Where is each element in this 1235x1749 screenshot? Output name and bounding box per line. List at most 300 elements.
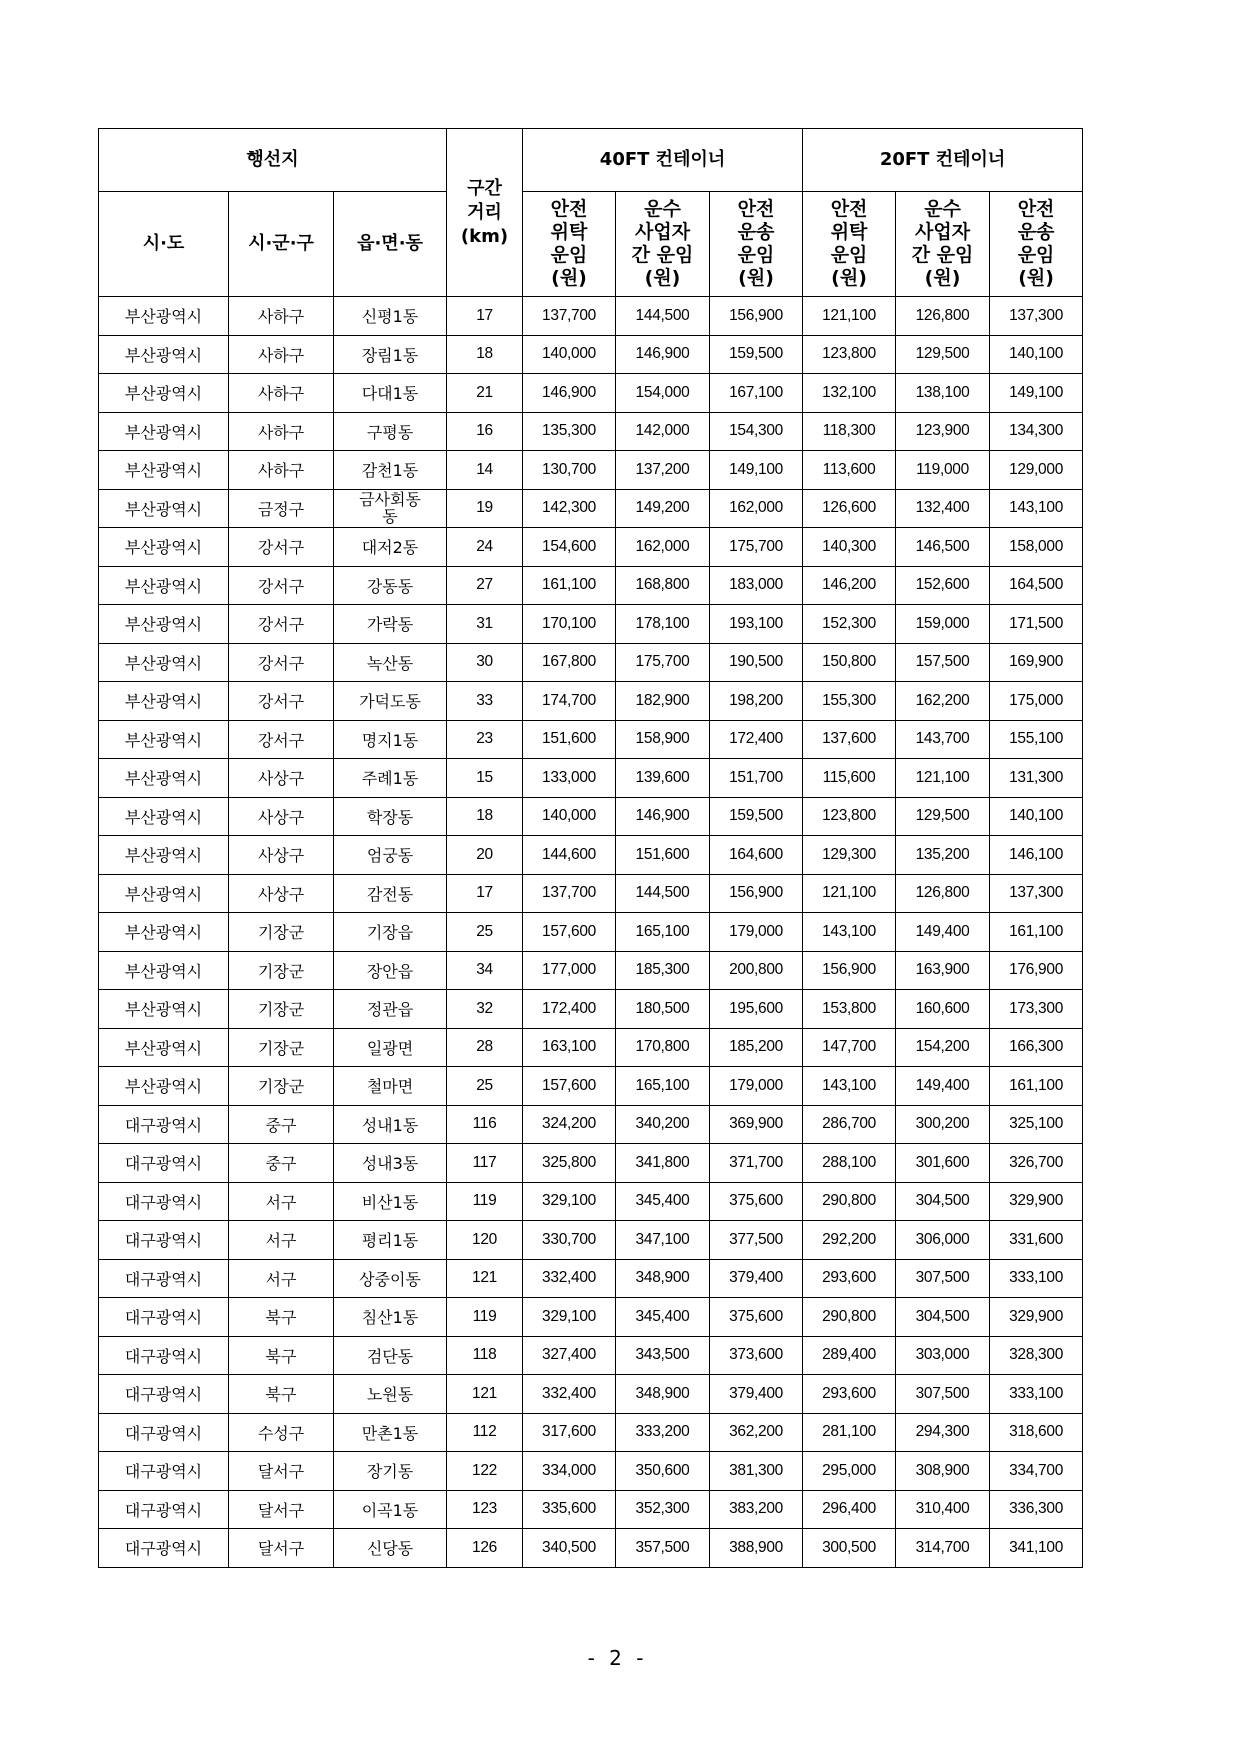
rate-20ft-consignment-cell: 296,400 [803, 1490, 896, 1529]
rate-40ft-consignment-cell: 163,100 [523, 1028, 616, 1067]
sido-cell: 부산광역시 [99, 605, 229, 644]
rate-20ft-carrier-cell: 160,600 [896, 990, 990, 1029]
rate-40ft-transport-cell: 195,600 [710, 990, 803, 1029]
rate-40ft-carrier-cell: 180,500 [616, 990, 710, 1029]
table-row [99, 1490, 1083, 1529]
rate-20ft-consignment-cell: 121,100 [803, 297, 896, 336]
rate-20ft-consignment-cell: 140,300 [803, 528, 896, 567]
table-row [99, 1336, 1083, 1375]
safety-consignment-rate-40ft-header: 안전 위탁 운임 (원) [523, 192, 616, 297]
carrier-rate-40ft-header: 운수 사업자 간 운임 (원) [616, 192, 710, 297]
rate-20ft-transport-cell: 161,100 [990, 1067, 1083, 1106]
rate-20ft-carrier-cell: 149,400 [896, 1067, 990, 1106]
rate-40ft-carrier-cell: 170,800 [616, 1028, 710, 1067]
distance-cell: 14 [447, 451, 523, 490]
rate-40ft-transport-cell: 379,400 [710, 1375, 803, 1414]
rate-40ft-consignment-cell: 170,100 [523, 605, 616, 644]
eupmyeondong-cell: 이곡1동 [334, 1490, 447, 1529]
rate-20ft-carrier-cell: 314,700 [896, 1529, 990, 1568]
rate-40ft-carrier-cell: 333,200 [616, 1413, 710, 1452]
rate-40ft-consignment-cell: 130,700 [523, 451, 616, 490]
freight-rate-table [98, 128, 1083, 1568]
distance-cell: 117 [447, 1144, 523, 1183]
rate-40ft-carrier-cell: 165,100 [616, 913, 710, 952]
eupmyeondong-cell: 신당동 [334, 1529, 447, 1568]
rate-40ft-transport-cell: 185,200 [710, 1028, 803, 1067]
rate-20ft-carrier-cell: 143,700 [896, 720, 990, 759]
eupmyeondong-cell: 평리1동 [334, 1221, 447, 1260]
rate-40ft-consignment-cell: 151,600 [523, 720, 616, 759]
rate-20ft-consignment-cell: 281,100 [803, 1413, 896, 1452]
rate-20ft-consignment-cell: 292,200 [803, 1221, 896, 1260]
table-row [99, 1529, 1083, 1568]
sigungu-cell: 사하구 [229, 451, 334, 490]
rate-20ft-transport-cell: 175,000 [990, 682, 1083, 721]
table-row [99, 682, 1083, 721]
sido-cell: 대구광역시 [99, 1105, 229, 1144]
table-row [99, 1413, 1083, 1452]
rate-20ft-transport-cell: 318,600 [990, 1413, 1083, 1452]
distance-cell: 17 [447, 874, 523, 913]
rate-20ft-transport-cell: 161,100 [990, 913, 1083, 952]
rate-20ft-transport-cell: 140,100 [990, 335, 1083, 374]
sido-cell: 부산광역시 [99, 836, 229, 875]
rate-20ft-consignment-cell: 293,600 [803, 1259, 896, 1298]
rate-20ft-transport-cell: 137,300 [990, 297, 1083, 336]
distance-cell: 126 [447, 1529, 523, 1568]
rate-20ft-consignment-cell: 293,600 [803, 1375, 896, 1414]
eupmyeondong-cell: 명지1동 [334, 720, 447, 759]
sido-cell: 부산광역시 [99, 374, 229, 413]
sigungu-cell: 강서구 [229, 682, 334, 721]
sido-cell: 대구광역시 [99, 1490, 229, 1529]
eupmyeondong-cell: 강동동 [334, 566, 447, 605]
distance-cell: 121 [447, 1259, 523, 1298]
rate-40ft-carrier-cell: 182,900 [616, 682, 710, 721]
rate-40ft-carrier-cell: 154,000 [616, 374, 710, 413]
rate-20ft-transport-cell: 341,100 [990, 1529, 1083, 1568]
rate-40ft-consignment-cell: 329,100 [523, 1298, 616, 1337]
rate-40ft-transport-cell: 362,200 [710, 1413, 803, 1452]
rate-20ft-carrier-cell: 138,100 [896, 374, 990, 413]
rate-40ft-consignment-cell: 140,000 [523, 335, 616, 374]
sido-cell: 부산광역시 [99, 489, 229, 528]
eupmyeondong-cell: 감천1동 [334, 451, 447, 490]
distance-cell: 24 [447, 528, 523, 567]
safety-transport-rate-40ft-header: 안전 운송 운임 (원) [710, 192, 803, 297]
distance-cell: 19 [447, 489, 523, 528]
eupmyeondong-cell: 일광면 [334, 1028, 447, 1067]
table-row [99, 489, 1083, 528]
rate-40ft-carrier-cell: 352,300 [616, 1490, 710, 1529]
rate-40ft-carrier-cell: 345,400 [616, 1298, 710, 1337]
rate-40ft-carrier-cell: 165,100 [616, 1067, 710, 1106]
eupmyeondong-cell: 장림1동 [334, 335, 447, 374]
rate-40ft-consignment-cell: 330,700 [523, 1221, 616, 1260]
sido-cell: 부산광역시 [99, 951, 229, 990]
table-row [99, 643, 1083, 682]
rate-20ft-carrier-cell: 304,500 [896, 1182, 990, 1221]
rate-40ft-consignment-cell: 144,600 [523, 836, 616, 875]
rate-20ft-consignment-cell: 286,700 [803, 1105, 896, 1144]
rate-20ft-consignment-cell: 289,400 [803, 1336, 896, 1375]
distance-cell: 28 [447, 1028, 523, 1067]
distance-cell: 21 [447, 374, 523, 413]
sigungu-cell: 서구 [229, 1182, 334, 1221]
sido-cell: 대구광역시 [99, 1182, 229, 1221]
rate-20ft-consignment-cell: 295,000 [803, 1452, 896, 1491]
rate-40ft-carrier-cell: 348,900 [616, 1375, 710, 1414]
sido-cell: 부산광역시 [99, 913, 229, 952]
rate-20ft-consignment-cell: 123,800 [803, 797, 896, 836]
rate-20ft-transport-cell: 176,900 [990, 951, 1083, 990]
carrier-rate-20ft-header: 운수 사업자 간 운임 (원) [896, 192, 990, 297]
distance-cell: 15 [447, 759, 523, 798]
rate-40ft-transport-cell: 172,400 [710, 720, 803, 759]
rate-20ft-transport-cell: 146,100 [990, 836, 1083, 875]
rate-40ft-carrier-cell: 178,100 [616, 605, 710, 644]
sido-cell: 부산광역시 [99, 874, 229, 913]
sigungu-cell: 사하구 [229, 412, 334, 451]
rate-40ft-carrier-cell: 175,700 [616, 643, 710, 682]
rate-20ft-carrier-cell: 146,500 [896, 528, 990, 567]
distance-cell: 119 [447, 1298, 523, 1337]
rate-40ft-carrier-cell: 340,200 [616, 1105, 710, 1144]
sido-cell: 대구광역시 [99, 1413, 229, 1452]
rate-20ft-consignment-cell: 288,100 [803, 1144, 896, 1183]
rate-20ft-consignment-cell: 115,600 [803, 759, 896, 798]
safety-transport-rate-20ft-header: 안전 운송 운임 (원) [990, 192, 1083, 297]
sigungu-cell: 금정구 [229, 489, 334, 528]
rate-20ft-consignment-cell: 290,800 [803, 1182, 896, 1221]
rate-40ft-carrier-cell: 149,200 [616, 489, 710, 528]
table-row [99, 335, 1083, 374]
eupmyeondong-cell: 철마면 [334, 1067, 447, 1106]
table-row [99, 451, 1083, 490]
eupmyeondong-cell: 장안읍 [334, 951, 447, 990]
distance-cell: 30 [447, 643, 523, 682]
sigungu-cell: 사하구 [229, 335, 334, 374]
sigungu-cell: 기장군 [229, 913, 334, 952]
eupmyeondong-cell: 구평동 [334, 412, 447, 451]
table-row [99, 297, 1083, 336]
sido-cell: 대구광역시 [99, 1529, 229, 1568]
rate-40ft-carrier-cell: 357,500 [616, 1529, 710, 1568]
sido-cell: 부산광역시 [99, 759, 229, 798]
rate-20ft-consignment-cell: 129,300 [803, 836, 896, 875]
sigungu-cell: 사하구 [229, 297, 334, 336]
sido-cell: 대구광역시 [99, 1144, 229, 1183]
sido-cell: 대구광역시 [99, 1259, 229, 1298]
rate-20ft-carrier-cell: 152,600 [896, 566, 990, 605]
rate-20ft-transport-cell: 171,500 [990, 605, 1083, 644]
sido-cell: 부산광역시 [99, 566, 229, 605]
rate-40ft-transport-cell: 379,400 [710, 1259, 803, 1298]
sido-cell: 부산광역시 [99, 720, 229, 759]
distance-cell: 27 [447, 566, 523, 605]
sigungu-cell: 북구 [229, 1336, 334, 1375]
sigungu-cell: 달서구 [229, 1529, 334, 1568]
rate-40ft-consignment-cell: 157,600 [523, 1067, 616, 1106]
distance-cell: 20 [447, 836, 523, 875]
table-row [99, 566, 1083, 605]
rate-20ft-consignment-cell: 152,300 [803, 605, 896, 644]
rate-40ft-consignment-cell: 161,100 [523, 566, 616, 605]
rate-40ft-carrier-cell: 144,500 [616, 297, 710, 336]
rate-40ft-consignment-cell: 157,600 [523, 913, 616, 952]
rate-20ft-transport-cell: 169,900 [990, 643, 1083, 682]
table-row [99, 797, 1083, 836]
distance-cell: 116 [447, 1105, 523, 1144]
sido-cell: 부산광역시 [99, 1028, 229, 1067]
sido-cell: 부산광역시 [99, 1067, 229, 1106]
rate-20ft-carrier-cell: 129,500 [896, 335, 990, 374]
sigungu-cell: 강서구 [229, 605, 334, 644]
sigungu-cell: 기장군 [229, 951, 334, 990]
rate-40ft-transport-cell: 383,200 [710, 1490, 803, 1529]
distance-cell: 118 [447, 1336, 523, 1375]
rate-40ft-transport-cell: 381,300 [710, 1452, 803, 1491]
sigungu-cell: 사하구 [229, 374, 334, 413]
rate-20ft-carrier-cell: 132,400 [896, 489, 990, 528]
rate-20ft-carrier-cell: 159,000 [896, 605, 990, 644]
rate-40ft-transport-cell: 149,100 [710, 451, 803, 490]
rate-20ft-transport-cell: 173,300 [990, 990, 1083, 1029]
rate-40ft-carrier-cell: 137,200 [616, 451, 710, 490]
sigungu-cell: 달서구 [229, 1452, 334, 1491]
eupmyeondong-cell: 상중이동 [334, 1259, 447, 1298]
table-row [99, 720, 1083, 759]
table-row [99, 412, 1083, 451]
sido-cell: 부산광역시 [99, 990, 229, 1029]
container-40ft-header: 40FT 컨테이너 [523, 129, 803, 192]
rate-20ft-consignment-cell: 143,100 [803, 913, 896, 952]
rate-20ft-carrier-cell: 307,500 [896, 1259, 990, 1298]
sigungu-cell: 기장군 [229, 990, 334, 1029]
rate-40ft-transport-cell: 375,600 [710, 1298, 803, 1337]
rate-40ft-carrier-cell: 341,800 [616, 1144, 710, 1183]
rate-20ft-transport-cell: 333,100 [990, 1375, 1083, 1414]
rate-20ft-transport-cell: 331,600 [990, 1221, 1083, 1260]
rate-20ft-carrier-cell: 126,800 [896, 297, 990, 336]
sido-cell: 대구광역시 [99, 1336, 229, 1375]
rate-20ft-consignment-cell: 121,100 [803, 874, 896, 913]
sigungu-cell: 서구 [229, 1221, 334, 1260]
table-row [99, 1028, 1083, 1067]
rate-40ft-consignment-cell: 135,300 [523, 412, 616, 451]
eupmyeondong-cell: 침산1동 [334, 1298, 447, 1337]
rate-40ft-consignment-cell: 137,700 [523, 297, 616, 336]
distance-cell: 120 [447, 1221, 523, 1260]
rate-20ft-carrier-cell: 300,200 [896, 1105, 990, 1144]
rate-20ft-carrier-cell: 304,500 [896, 1298, 990, 1337]
rate-40ft-consignment-cell: 133,000 [523, 759, 616, 798]
sigungu-cell: 중구 [229, 1105, 334, 1144]
sigungu-cell: 달서구 [229, 1490, 334, 1529]
rate-40ft-transport-cell: 388,900 [710, 1529, 803, 1568]
rate-40ft-transport-cell: 375,600 [710, 1182, 803, 1221]
rate-40ft-transport-cell: 190,500 [710, 643, 803, 682]
rate-20ft-transport-cell: 137,300 [990, 874, 1083, 913]
safety-consignment-rate-20ft-header: 안전 위탁 운임 (원) [803, 192, 896, 297]
rate-20ft-transport-cell: 164,500 [990, 566, 1083, 605]
sido-cell: 부산광역시 [99, 297, 229, 336]
rate-40ft-transport-cell: 200,800 [710, 951, 803, 990]
rate-40ft-transport-cell: 154,300 [710, 412, 803, 451]
table-row [99, 951, 1083, 990]
rate-20ft-transport-cell: 155,100 [990, 720, 1083, 759]
distance-header: 구간 거리 (km) [447, 129, 523, 297]
rate-20ft-transport-cell: 134,300 [990, 412, 1083, 451]
eupmyeondong-cell: 성내1동 [334, 1105, 447, 1144]
rate-40ft-transport-cell: 156,900 [710, 297, 803, 336]
table-row [99, 1105, 1083, 1144]
eupmyeondong-cell: 녹산동 [334, 643, 447, 682]
eupmyeondong-cell: 다대1동 [334, 374, 447, 413]
rate-40ft-carrier-cell: 168,800 [616, 566, 710, 605]
rate-20ft-transport-cell: 143,100 [990, 489, 1083, 528]
rate-20ft-carrier-cell: 119,000 [896, 451, 990, 490]
rate-20ft-transport-cell: 326,700 [990, 1144, 1083, 1183]
rate-40ft-transport-cell: 183,000 [710, 566, 803, 605]
table-row [99, 1182, 1083, 1221]
sigungu-cell: 북구 [229, 1375, 334, 1414]
sido-cell: 부산광역시 [99, 643, 229, 682]
rate-20ft-carrier-cell: 157,500 [896, 643, 990, 682]
rate-20ft-carrier-cell: 294,300 [896, 1413, 990, 1452]
rate-20ft-carrier-cell: 123,900 [896, 412, 990, 451]
table-row [99, 836, 1083, 875]
eupmyeondong-cell: 엄궁동 [334, 836, 447, 875]
distance-cell: 25 [447, 1067, 523, 1106]
rate-20ft-transport-cell: 325,100 [990, 1105, 1083, 1144]
table-header [99, 129, 1083, 297]
rate-20ft-consignment-cell: 155,300 [803, 682, 896, 721]
rate-20ft-transport-cell: 158,000 [990, 528, 1083, 567]
rate-40ft-consignment-cell: 324,200 [523, 1105, 616, 1144]
rate-40ft-transport-cell: 193,100 [710, 605, 803, 644]
rate-40ft-carrier-cell: 345,400 [616, 1182, 710, 1221]
eupmyeondong-cell: 장기동 [334, 1452, 447, 1491]
distance-cell: 112 [447, 1413, 523, 1452]
rate-40ft-carrier-cell: 162,000 [616, 528, 710, 567]
sido-cell: 부산광역시 [99, 412, 229, 451]
rate-20ft-transport-cell: 329,900 [990, 1298, 1083, 1337]
distance-cell: 18 [447, 797, 523, 836]
rate-20ft-consignment-cell: 300,500 [803, 1529, 896, 1568]
distance-cell: 18 [447, 335, 523, 374]
rate-20ft-consignment-cell: 126,600 [803, 489, 896, 528]
distance-cell: 34 [447, 951, 523, 990]
rate-40ft-carrier-cell: 151,600 [616, 836, 710, 875]
eupmyeondong-cell: 신평1동 [334, 297, 447, 336]
rate-20ft-consignment-cell: 123,800 [803, 335, 896, 374]
distance-cell: 121 [447, 1375, 523, 1414]
rate-20ft-carrier-cell: 162,200 [896, 682, 990, 721]
destination-header: 행선지 [99, 129, 447, 192]
rate-20ft-consignment-cell: 118,300 [803, 412, 896, 451]
rate-20ft-consignment-cell: 290,800 [803, 1298, 896, 1337]
rate-40ft-consignment-cell: 142,300 [523, 489, 616, 528]
rate-20ft-carrier-cell: 149,400 [896, 913, 990, 952]
sigungu-cell: 강서구 [229, 528, 334, 567]
rate-20ft-carrier-cell: 307,500 [896, 1375, 990, 1414]
distance-cell: 31 [447, 605, 523, 644]
rate-20ft-transport-cell: 328,300 [990, 1336, 1083, 1375]
rate-40ft-consignment-cell: 335,600 [523, 1490, 616, 1529]
rate-40ft-transport-cell: 159,500 [710, 797, 803, 836]
eupmyeondong-cell: 기장읍 [334, 913, 447, 952]
distance-cell: 17 [447, 297, 523, 336]
rate-20ft-carrier-cell: 303,000 [896, 1336, 990, 1375]
table-row [99, 605, 1083, 644]
rate-40ft-transport-cell: 371,700 [710, 1144, 803, 1183]
rate-20ft-transport-cell: 140,100 [990, 797, 1083, 836]
rate-40ft-carrier-cell: 142,000 [616, 412, 710, 451]
rate-20ft-transport-cell: 166,300 [990, 1028, 1083, 1067]
rate-40ft-consignment-cell: 332,400 [523, 1259, 616, 1298]
sigungu-cell: 사상구 [229, 759, 334, 798]
table-row [99, 1221, 1083, 1260]
eupmyeondong-cell: 감전동 [334, 874, 447, 913]
page-number: - 2 - [587, 1646, 648, 1670]
rate-20ft-consignment-cell: 156,900 [803, 951, 896, 990]
sido-cell: 부산광역시 [99, 451, 229, 490]
sigungu-cell: 기장군 [229, 1067, 334, 1106]
eupmyeondong-cell: 대저2동 [334, 528, 447, 567]
sigungu-cell: 강서구 [229, 566, 334, 605]
rate-20ft-carrier-cell: 301,600 [896, 1144, 990, 1183]
eupmyeondong-header: 읍·면·동 [334, 192, 447, 297]
rate-20ft-carrier-cell: 121,100 [896, 759, 990, 798]
rate-40ft-consignment-cell: 327,400 [523, 1336, 616, 1375]
rate-40ft-carrier-cell: 348,900 [616, 1259, 710, 1298]
rate-20ft-consignment-cell: 147,700 [803, 1028, 896, 1067]
table-row [99, 528, 1083, 567]
rate-20ft-consignment-cell: 143,100 [803, 1067, 896, 1106]
eupmyeondong-cell: 노원동 [334, 1375, 447, 1414]
rate-40ft-carrier-cell: 185,300 [616, 951, 710, 990]
distance-cell: 119 [447, 1182, 523, 1221]
distance-cell: 25 [447, 913, 523, 952]
rate-40ft-consignment-cell: 332,400 [523, 1375, 616, 1414]
rate-40ft-consignment-cell: 329,100 [523, 1182, 616, 1221]
table-row [99, 374, 1083, 413]
rate-20ft-carrier-cell: 154,200 [896, 1028, 990, 1067]
rate-40ft-transport-cell: 162,000 [710, 489, 803, 528]
table-row [99, 990, 1083, 1029]
sido-cell: 부산광역시 [99, 797, 229, 836]
table-row [99, 913, 1083, 952]
rate-20ft-consignment-cell: 146,200 [803, 566, 896, 605]
rate-20ft-carrier-cell: 310,400 [896, 1490, 990, 1529]
rate-20ft-transport-cell: 334,700 [990, 1452, 1083, 1491]
rate-40ft-consignment-cell: 325,800 [523, 1144, 616, 1183]
rate-40ft-transport-cell: 198,200 [710, 682, 803, 721]
rate-40ft-transport-cell: 159,500 [710, 335, 803, 374]
rate-40ft-consignment-cell: 146,900 [523, 374, 616, 413]
sido-cell: 부산광역시 [99, 682, 229, 721]
rate-40ft-carrier-cell: 146,900 [616, 335, 710, 374]
sigungu-cell: 수성구 [229, 1413, 334, 1452]
rate-40ft-transport-cell: 156,900 [710, 874, 803, 913]
sido-cell: 대구광역시 [99, 1221, 229, 1260]
eupmyeondong-cell: 가덕도동 [334, 682, 447, 721]
eupmyeondong-cell: 성내3동 [334, 1144, 447, 1183]
table-body [99, 297, 1083, 1568]
rate-40ft-transport-cell: 151,700 [710, 759, 803, 798]
rate-40ft-transport-cell: 175,700 [710, 528, 803, 567]
